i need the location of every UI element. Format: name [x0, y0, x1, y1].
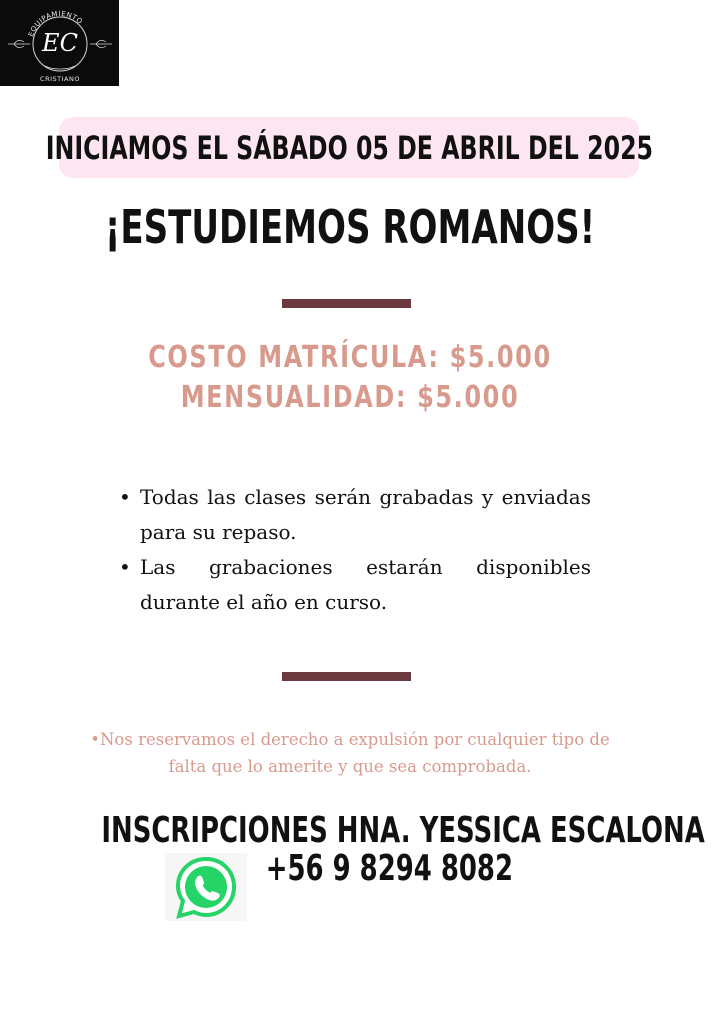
whatsapp-link[interactable]: [165, 853, 247, 921]
list-item: • Las grabaciones estarán disponibles durante el año en curso.: [117, 550, 591, 620]
phone-number[interactable]: +56 9 8294 8082: [265, 848, 513, 889]
info-list: [117, 480, 591, 620]
start-date-text: INICIAMOS EL SÁBADO 05 DE ABRIL DEL 2025: [45, 128, 653, 167]
logo-bottom-text: CRISTIANO: [40, 75, 80, 83]
cost-mensualidad: MENSUALIDAD: $5.000: [180, 380, 520, 415]
registration-heading: INSCRIPCIONES HNA. YESSICA ESCALONA: [101, 810, 705, 851]
logo-top-text: EQUIPAMIENTO: [27, 9, 85, 38]
policy-note: •Nos reservamos el derecho a expulsión por cualquier tipo de falta que lo amerite y que sea comprobada.: [90, 730, 610, 776]
logo-monogram: EC: [42, 29, 78, 57]
brand-logo: [0, 0, 119, 86]
cost-matricula: COSTO MATRÍCULA: $5.000: [148, 340, 552, 375]
list-item: • Todas las clases serán grabadas y enviadas para su repaso.: [117, 480, 591, 550]
whatsapp-icon: [173, 855, 239, 921]
page-title: ¡ESTUDIEMOS ROMANOS!: [104, 200, 596, 254]
ec-monogram-logo-icon: [0, 0, 119, 86]
divider-top: [282, 299, 411, 308]
divider-bottom: [282, 672, 411, 681]
start-date-banner: [45, 117, 653, 178]
